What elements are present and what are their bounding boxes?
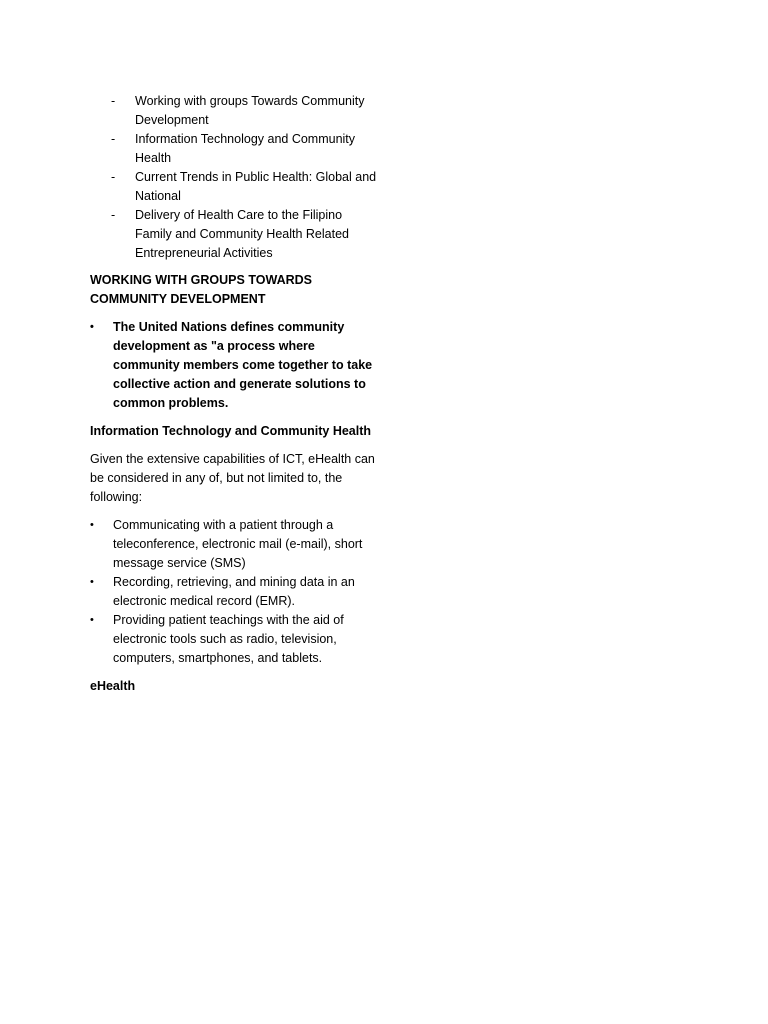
- topic-text: Information Technology and Community Health: [135, 132, 356, 165]
- topic-text: Current Trends in Public Health: Global and National: [135, 170, 377, 203]
- bullet-marker: •: [90, 614, 94, 626]
- list-item-text: Communicating with a patient through a teleconference, electronic mail (e-mail), short message service (SMS): [113, 518, 363, 570]
- list-item: [90, 611, 380, 668]
- list-item: [90, 573, 380, 611]
- section-intro-paragraph: Given the extensive capabilities of ICT, eHealth can be considered in any of, but not limited to, the following:: [90, 452, 375, 504]
- section-heading-information-technology: Information Technology and Community Health: [90, 424, 372, 438]
- dash-marker: -: [111, 94, 116, 108]
- bullet-marker: •: [90, 576, 94, 588]
- topic-item: [90, 130, 380, 168]
- community-development-list: [90, 318, 380, 413]
- dash-marker: -: [111, 170, 116, 184]
- dash-marker: -: [111, 208, 116, 222]
- list-item: [90, 516, 380, 573]
- dash-marker: -: [111, 132, 116, 146]
- list-item-text: The United Nations defines community development as "a process where community members come together to take collective action and generate solutions to common problems.: [113, 320, 373, 410]
- topic-item: [90, 206, 380, 263]
- topic-text: Working with groups Towards Community Development: [135, 94, 365, 127]
- list-item-text: Recording, retrieving, and mining data in an electronic medical record (EMR).: [113, 575, 355, 608]
- topic-item: [90, 168, 380, 206]
- list-item-text: Providing patient teachings with the aid of electronic tools such as radio, television, computers, smartphones, and tablets.: [113, 613, 344, 665]
- ehealth-uses-list: [90, 516, 380, 668]
- document-content: [90, 92, 380, 705]
- section-heading-ehealth: eHealth: [90, 679, 136, 693]
- topic-item: [90, 92, 380, 130]
- list-item: [90, 318, 380, 413]
- topic-text: Delivery of Health Care to the Filipino Family and Community Health Related Entrepreneurial Activities: [135, 208, 349, 260]
- topic-list: [90, 92, 380, 263]
- section-heading-community-development: WORKING WITH GROUPS TOWARDS COMMUNITY DEVELOPMENT: [90, 273, 312, 306]
- bullet-marker: •: [90, 321, 94, 333]
- bullet-marker: •: [90, 519, 94, 531]
